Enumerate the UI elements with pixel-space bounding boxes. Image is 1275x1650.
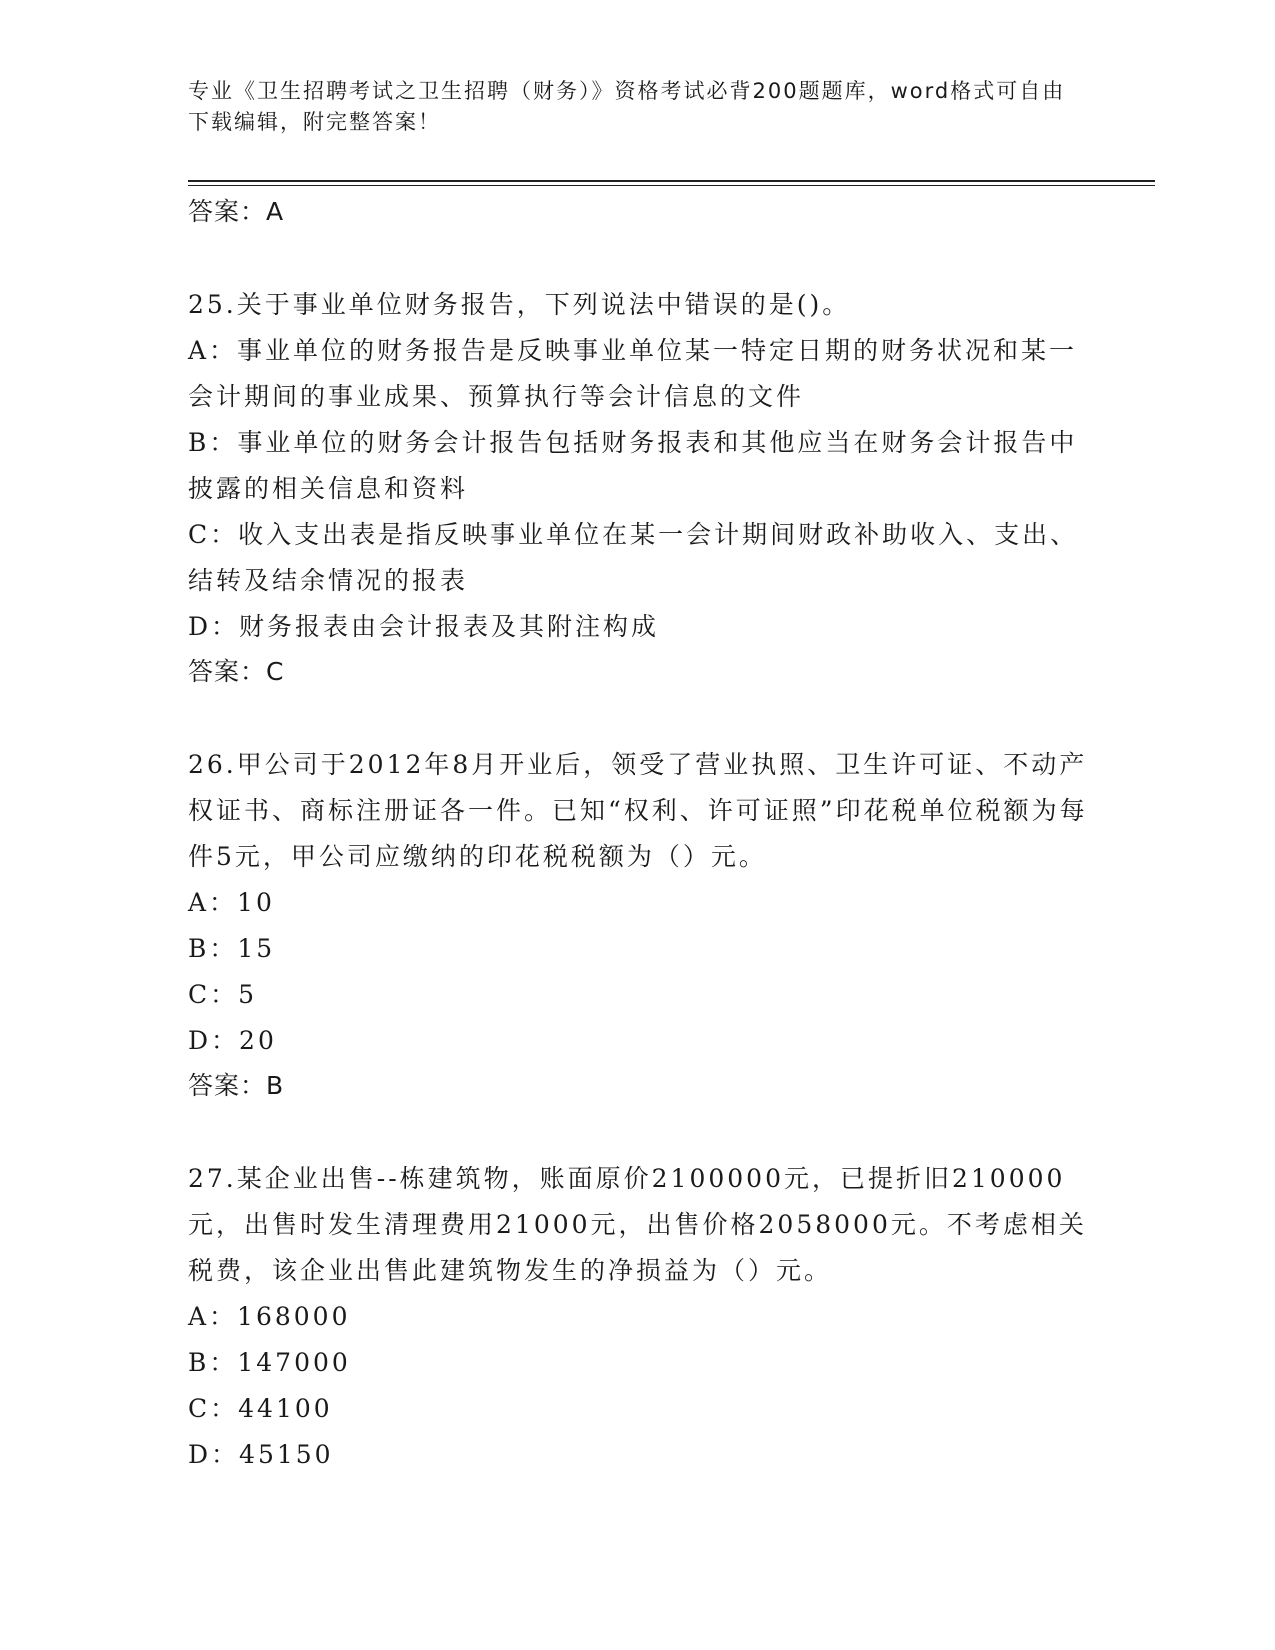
header-divider-thick xyxy=(188,180,1155,182)
answer: 答案：B xyxy=(188,1071,285,1100)
question-stem: 26.甲公司于2012年8月开业后，领受了营业执照、卫生许可证、不动产权证书、商标注册证各一件。已知“权利、许可证照”印花税单位税额为每件5元，甲公司应缴纳的印花税税额为（）元。 xyxy=(188,750,1088,871)
answer: 答案：C xyxy=(188,657,285,686)
question-stem: 25.关于事业单位财务报告，下列说法中错误的是()。 xyxy=(188,290,851,319)
option-d: D：财务报表由会计报表及其附注构成 xyxy=(188,612,660,641)
question-list xyxy=(188,190,1088,1478)
option-c: C：5 xyxy=(188,980,258,1009)
option-a: A：168000 xyxy=(188,1302,351,1331)
question-27 xyxy=(188,1156,1088,1478)
option-b: B：147000 xyxy=(188,1348,351,1377)
header-divider-thin xyxy=(188,185,1155,186)
question-stem: 27.某企业出售--栋建筑物，账面原价2100000元，已提折旧210000元，出售时发生清理费用21000元，出售价格2058000元。不考虑相关税费，该企业出售此建筑物发生的净损益为（）元。 xyxy=(188,1164,1087,1285)
option-c: C：44100 xyxy=(188,1394,333,1423)
question-26 xyxy=(188,742,1088,1108)
option-b: B：事业单位的财务会计报告包括财务报表和其他应当在财务会计报告中披露的相关信息和资料 xyxy=(188,428,1078,503)
document-header: 专业《卫生招聘考试之卫生招聘（财务）》资格考试必背200题题库，word格式可自由下载编辑，附完整答案！ xyxy=(188,79,1066,134)
option-a: A：事业单位的财务报告是反映事业单位某一特定日期的财务状况和某一会计期间的事业成果、预算执行等会计信息的文件 xyxy=(188,336,1078,411)
question-25 xyxy=(188,282,1088,694)
option-c: C：收入支出表是指反映事业单位在某一会计期间财政补助收入、支出、结转及结余情况的报表 xyxy=(188,520,1079,595)
option-a: A：10 xyxy=(188,888,275,917)
answer-previous: 答案：A xyxy=(188,197,285,226)
option-d: D：45150 xyxy=(188,1440,334,1469)
option-d: D：20 xyxy=(188,1026,277,1055)
option-b: B：15 xyxy=(188,934,276,963)
